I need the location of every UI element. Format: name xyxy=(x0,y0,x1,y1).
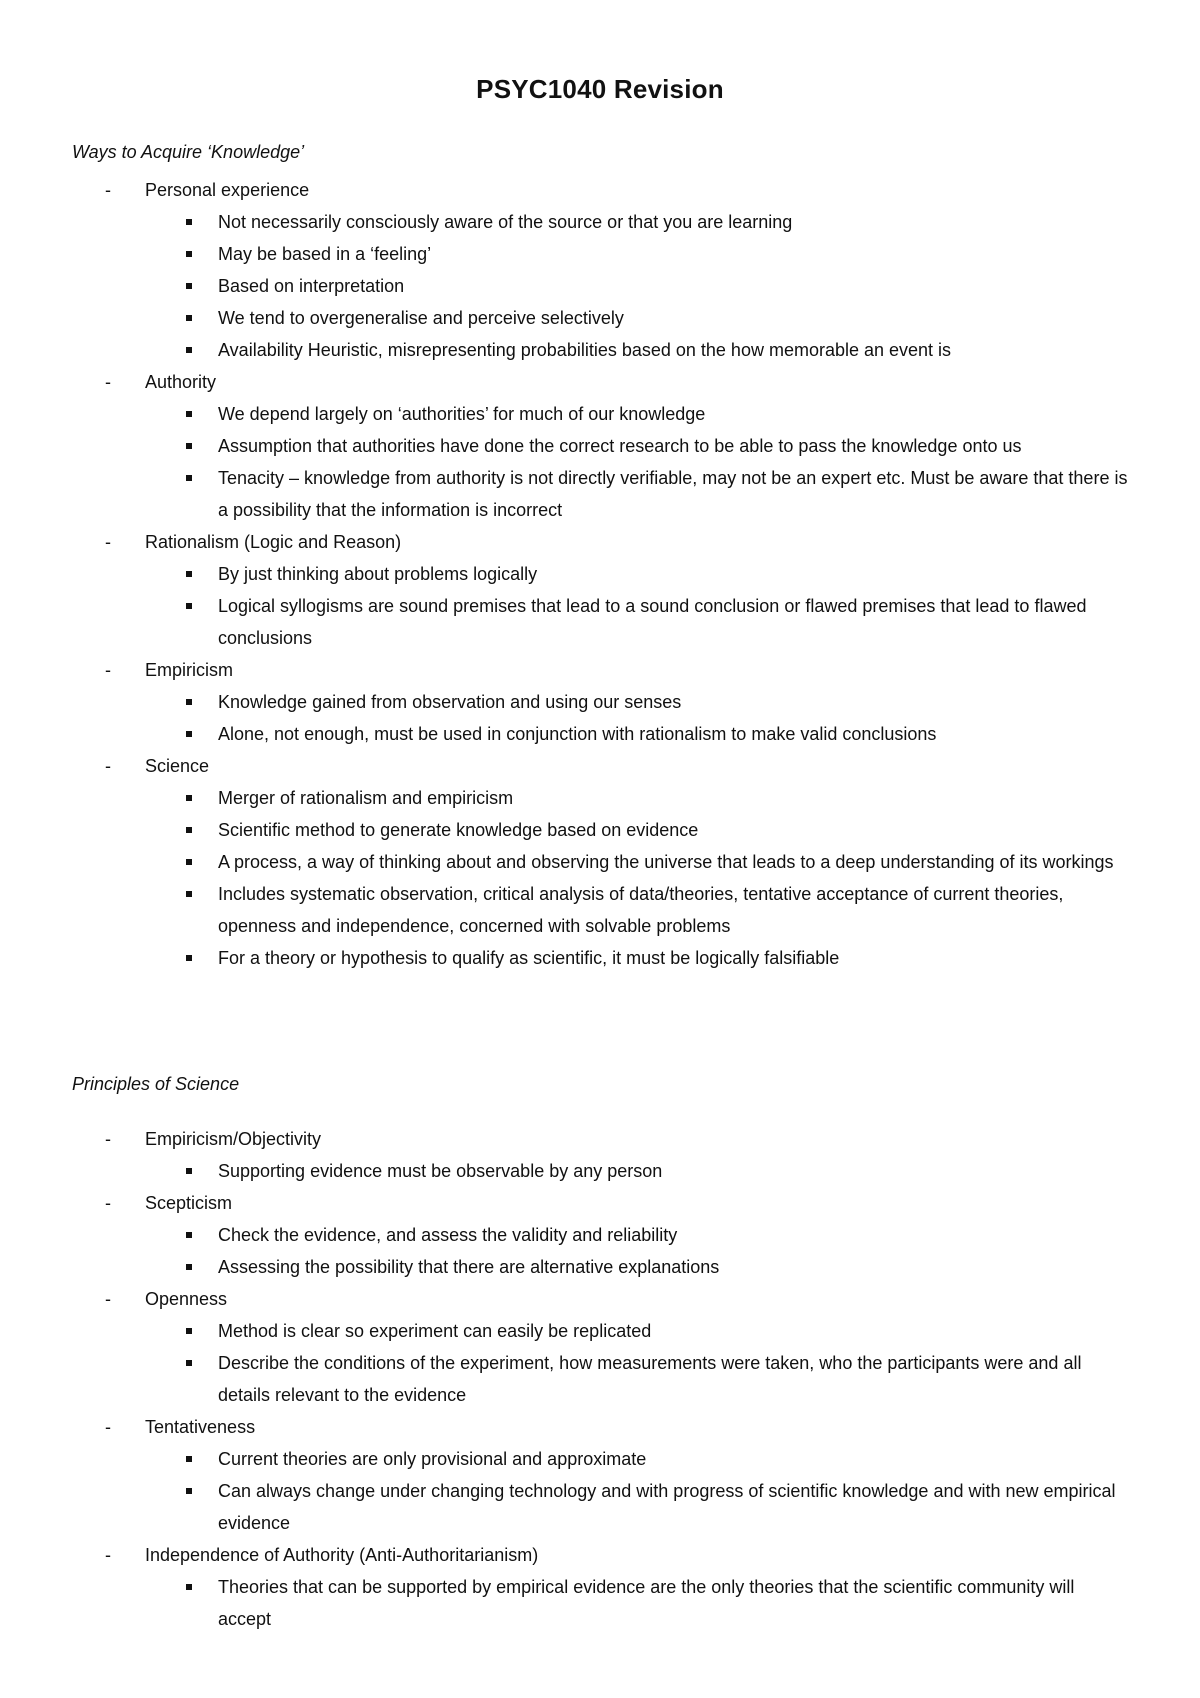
sub-list-item-text: Scientific method to generate knowledge based on evidence xyxy=(218,820,699,840)
section-list-ways-to-acquire-knowledge xyxy=(0,174,1200,974)
sub-list-item xyxy=(0,1347,1200,1411)
section-heading-ways-to-acquire-knowledge: Ways to Acquire ‘Knowledge’ xyxy=(72,142,305,162)
square-bullet-icon xyxy=(186,1264,192,1270)
list-item-label: Scepticism xyxy=(145,1193,233,1213)
sub-list-item xyxy=(0,686,1200,718)
square-bullet-icon xyxy=(186,859,192,865)
list-item-label: Openness xyxy=(145,1289,228,1309)
sub-list xyxy=(0,782,1200,974)
dash-bullet-icon: - xyxy=(105,1289,111,1309)
sub-list-item xyxy=(0,1571,1200,1635)
list-item-label: Science xyxy=(145,756,210,776)
square-bullet-icon xyxy=(186,1328,192,1334)
sub-list-item-text: Not necessarily consciously aware of the source or that you are learning xyxy=(218,212,793,232)
sub-list-item xyxy=(0,782,1200,814)
sub-list-item-text: Logical syllogisms are sound premises that lead to a sound conclusion or flawed premises that lead to flawed conclusions xyxy=(218,596,1087,648)
sub-list-item xyxy=(0,1155,1200,1187)
square-bullet-icon xyxy=(186,827,192,833)
sub-list-item-text: Describe the conditions of the experiment, how measurements were taken, who the participants were and all details relevant to the evidence xyxy=(218,1353,1082,1405)
sub-list-item-text: Current theories are only provisional and approximate xyxy=(218,1449,647,1469)
sub-list xyxy=(0,686,1200,750)
square-bullet-icon xyxy=(186,603,192,609)
dash-bullet-icon: - xyxy=(105,756,111,776)
sub-list-item xyxy=(0,398,1200,430)
square-bullet-icon xyxy=(186,219,192,225)
sub-list-item-text: By just thinking about problems logically xyxy=(218,564,538,584)
sub-list-item xyxy=(0,238,1200,270)
sub-list-item xyxy=(0,334,1200,366)
sub-list xyxy=(0,206,1200,366)
square-bullet-icon xyxy=(186,1168,192,1174)
sub-list-item-text: Tenacity – knowledge from authority is not directly verifiable, may not be an expert etc. Must be aware that there is a possibility that the information is incorrect xyxy=(218,468,1128,520)
square-bullet-icon xyxy=(186,955,192,961)
sub-list-item xyxy=(0,1475,1200,1539)
sub-list xyxy=(0,1571,1200,1635)
sub-list-item xyxy=(0,846,1200,878)
list-item xyxy=(0,750,1200,974)
list-item xyxy=(0,654,1200,750)
square-bullet-icon xyxy=(186,315,192,321)
sub-list-item xyxy=(0,1219,1200,1251)
dash-bullet-icon: - xyxy=(105,1545,111,1565)
sub-list-item-text: We tend to overgeneralise and perceive selectively xyxy=(218,308,624,328)
sub-list-item-text: Availability Heuristic, misrepresenting probabilities based on the how memorable an event is xyxy=(218,340,952,360)
sub-list-item-text: Includes systematic observation, critical analysis of data/theories, tentative acceptance of current theories, openness and independence, concerned with solvable problems xyxy=(218,884,1064,936)
sub-list xyxy=(0,1155,1200,1187)
square-bullet-icon xyxy=(186,731,192,737)
list-item xyxy=(0,366,1200,526)
list-item-label: Empiricism xyxy=(145,660,233,680)
square-bullet-icon xyxy=(186,699,192,705)
sub-list-item-text: Knowledge gained from observation and using our senses xyxy=(218,692,682,712)
sub-list-item-text: Check the evidence, and assess the validity and reliability xyxy=(218,1225,678,1245)
sub-list-item-text: A process, a way of thinking about and observing the universe that leads to a deep understanding of its workings xyxy=(218,852,1114,872)
square-bullet-icon xyxy=(186,1488,192,1494)
square-bullet-icon xyxy=(186,283,192,289)
sub-list-item-text: We depend largely on ‘authorities’ for much of our knowledge xyxy=(218,404,706,424)
dash-bullet-icon: - xyxy=(105,372,111,392)
sub-list-item-text: Assessing the possibility that there are alternative explanations xyxy=(218,1257,720,1277)
list-item xyxy=(0,1123,1200,1187)
dash-bullet-icon: - xyxy=(105,1129,111,1149)
dash-bullet-icon: - xyxy=(105,180,111,200)
sub-list-item-text: Based on interpretation xyxy=(218,276,405,296)
sub-list-item xyxy=(0,1315,1200,1347)
square-bullet-icon xyxy=(186,1456,192,1462)
sub-list-item-text: Supporting evidence must be observable by any person xyxy=(218,1161,663,1181)
list-item-label: Authority xyxy=(145,372,217,392)
dash-bullet-icon: - xyxy=(105,1417,111,1437)
list-item-label: Personal experience xyxy=(145,180,310,200)
square-bullet-icon xyxy=(186,1232,192,1238)
sub-list-item-text: May be based in a ‘feeling’ xyxy=(218,244,432,264)
list-item xyxy=(0,1539,1200,1635)
list-item-label: Rationalism (Logic and Reason) xyxy=(145,532,402,552)
sub-list-item-text: Merger of rationalism and empiricism xyxy=(218,788,514,808)
section-list-principles-of-science xyxy=(0,1123,1200,1635)
square-bullet-icon xyxy=(186,443,192,449)
list-item xyxy=(0,1411,1200,1539)
square-bullet-icon xyxy=(186,1584,192,1590)
list-item-label: Empiricism/Objectivity xyxy=(145,1129,322,1149)
list-item-label: Independence of Authority (Anti-Authoritarianism) xyxy=(145,1545,539,1565)
sub-list xyxy=(0,558,1200,654)
square-bullet-icon xyxy=(186,571,192,577)
sub-list-item xyxy=(0,270,1200,302)
sub-list-item-text: Method is clear so experiment can easily be replicated xyxy=(218,1321,652,1341)
list-item-label: Tentativeness xyxy=(145,1417,256,1437)
sub-list xyxy=(0,1443,1200,1539)
sub-list-item xyxy=(0,1251,1200,1283)
list-item xyxy=(0,174,1200,366)
sub-list-item xyxy=(0,462,1200,526)
sub-list xyxy=(0,398,1200,526)
square-bullet-icon xyxy=(186,347,192,353)
sub-list xyxy=(0,1219,1200,1283)
square-bullet-icon xyxy=(186,795,192,801)
section-heading-principles-of-science: Principles of Science xyxy=(72,1074,240,1094)
sub-list-item xyxy=(0,1443,1200,1475)
sub-list-item-text: Alone, not enough, must be used in conjunction with rationalism to make valid conclusions xyxy=(218,724,937,744)
sub-list-item xyxy=(0,718,1200,750)
sub-list xyxy=(0,1315,1200,1411)
sub-list-item-text: Theories that can be supported by empirical evidence are the only theories that the scientific community will accept xyxy=(218,1577,1075,1629)
sub-list-item xyxy=(0,878,1200,942)
sub-list-item-text: Assumption that authorities have done the correct research to be able to pass the knowledge onto us xyxy=(218,436,1022,456)
sub-list-item-text: Can always change under changing technology and with progress of scientific knowledge and with new empirical evidence xyxy=(218,1481,1116,1533)
dash-bullet-icon: - xyxy=(105,660,111,680)
square-bullet-icon xyxy=(186,475,192,481)
sub-list-item xyxy=(0,814,1200,846)
sub-list-item xyxy=(0,942,1200,974)
list-item xyxy=(0,1283,1200,1411)
square-bullet-icon xyxy=(186,411,192,417)
sub-list-item xyxy=(0,558,1200,590)
list-item xyxy=(0,526,1200,654)
sub-list-item xyxy=(0,430,1200,462)
sub-list-item xyxy=(0,206,1200,238)
sub-list-item-text: For a theory or hypothesis to qualify as scientific, it must be logically falsifiable xyxy=(218,948,840,968)
sub-list-item xyxy=(0,302,1200,334)
dash-bullet-icon: - xyxy=(105,532,111,552)
sub-list-item xyxy=(0,590,1200,654)
list-item xyxy=(0,1187,1200,1283)
square-bullet-icon xyxy=(186,891,192,897)
square-bullet-icon xyxy=(186,1360,192,1366)
document-title: PSYC1040 Revision xyxy=(476,74,724,104)
square-bullet-icon xyxy=(186,251,192,257)
dash-bullet-icon: - xyxy=(105,1193,111,1213)
